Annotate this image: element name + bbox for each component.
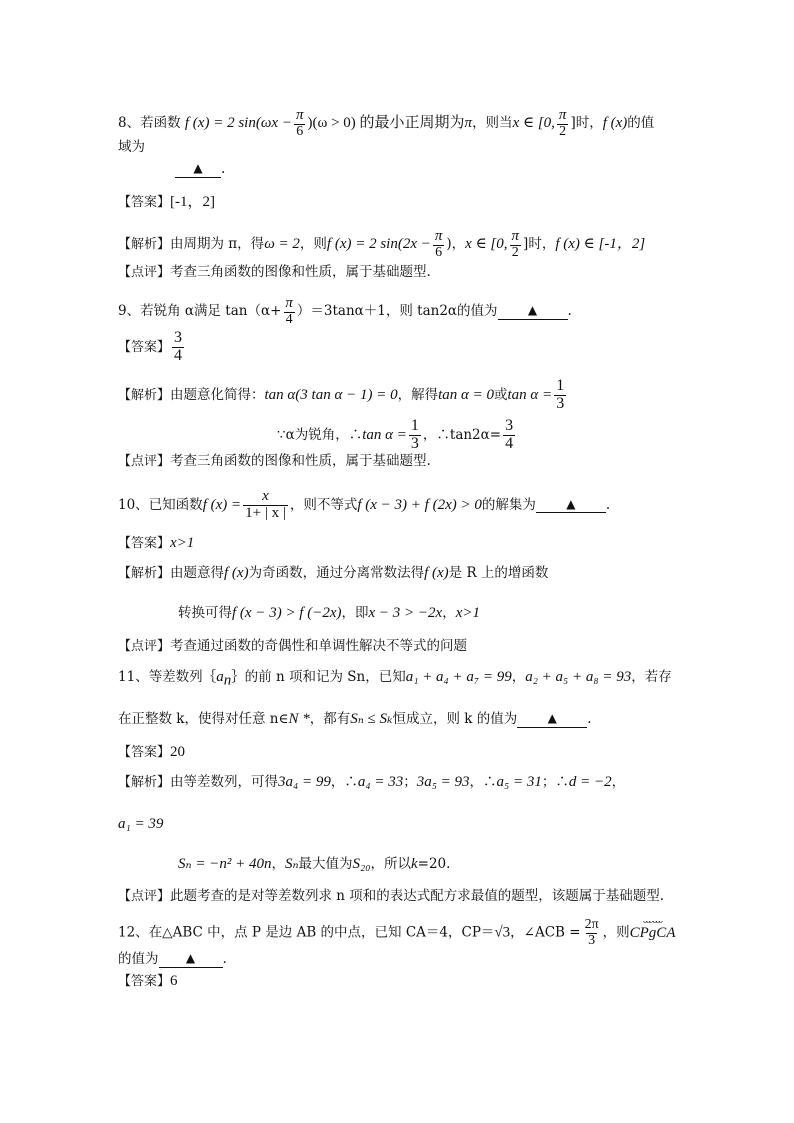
text: ]时，: [523, 236, 556, 253]
text: ，∴tan2α=: [422, 426, 502, 443]
question-number: 10、: [118, 496, 149, 513]
numerator: x: [262, 488, 269, 504]
blank-line: [517, 713, 587, 728]
question-10-line-1: [118, 489, 610, 522]
denominator: 3: [410, 434, 419, 452]
comment-10: [118, 640, 467, 654]
math-subscript: n: [223, 672, 232, 689]
text: 是 R 上的增函数: [448, 565, 549, 581]
question-number: 12、: [118, 924, 149, 941]
comment-tag: 【点评】: [118, 265, 171, 280]
text: ，则不等式: [289, 496, 358, 513]
math-expression: a₄ = 33: [357, 774, 404, 790]
denominator: 6: [435, 244, 443, 260]
text: ，∴: [330, 774, 358, 790]
fraction: [409, 418, 421, 453]
text: ，: [271, 856, 285, 872]
text: )，: [446, 236, 466, 253]
math-expression: Sₙ ≤ Sₖ: [350, 711, 393, 727]
text: 恒成立，则 k 的值为: [392, 711, 518, 727]
text: ，∴: [469, 774, 497, 790]
vector-arrow-icon: ᴗᴗᴗ ᴗᴗᴗ: [643, 915, 662, 925]
question-number: 9、: [118, 303, 141, 320]
numerator: π: [285, 295, 293, 311]
text: 的解集为: [481, 496, 536, 513]
answer-8: [118, 195, 215, 210]
fraction: [243, 489, 288, 522]
answer-11: [118, 745, 185, 760]
vector-text: CPgCA: [629, 924, 676, 941]
answer-9: [118, 330, 186, 365]
comment-tag: 【点评】: [118, 889, 171, 904]
text: 域为: [118, 139, 145, 155]
answer-fraction: [172, 330, 184, 365]
text: 在正整数 k，使得对任意 n∈: [118, 711, 289, 727]
denominator: 4: [285, 311, 293, 327]
text: 由题意得: [170, 565, 225, 581]
math-expression: Sₙ: [284, 856, 299, 872]
math-expression: tan α(3 tan α − 1) = 0: [264, 386, 398, 403]
answer-blank-8: [175, 163, 225, 178]
math-expression: f (x): [224, 565, 249, 581]
answer-value: x>1: [170, 535, 195, 551]
comment-tag: 【点评】: [118, 454, 171, 469]
math-expression: f (x) =: [202, 496, 242, 513]
text: ；∴: [541, 774, 569, 790]
fraction: [294, 108, 306, 139]
fraction: [503, 418, 515, 453]
answer-tag: 【答案】: [118, 974, 171, 989]
analysis-10-line-2: [178, 606, 480, 621]
numerator: 1: [410, 417, 419, 434]
analysis-11: [118, 775, 625, 790]
triangle-icon: ▲: [527, 303, 538, 318]
text: .: [567, 303, 572, 320]
answer-10: [118, 536, 194, 551]
math-expression: a₁ = 39: [118, 816, 164, 832]
denominator: 2: [511, 244, 519, 260]
math-expression: f (x) = 2 sin(ωx −: [184, 115, 292, 132]
text: 的值为: [118, 951, 159, 967]
question-11-line-2: [118, 712, 592, 728]
text: ，: [442, 605, 456, 621]
math-expression: a₁ + a₄ + a₇ = 99: [405, 669, 512, 685]
denominator: 4: [505, 434, 514, 452]
math-expression: x>1: [455, 605, 480, 621]
denominator: 4: [174, 346, 183, 364]
question-12-line-2: [118, 953, 227, 968]
math-expression: f (x) = 2 sin(2x −: [326, 236, 431, 253]
question-number: 8、: [118, 115, 141, 132]
question-8-line-1: [118, 108, 654, 139]
text: ，所以: [370, 856, 411, 872]
answer-value: 6: [170, 973, 178, 989]
text: ，: [511, 669, 526, 685]
math-expression: f (x) ∈ [-1，2]: [555, 236, 646, 253]
analysis-tag: 【解析】: [118, 237, 171, 253]
text: 已知函数: [148, 496, 203, 513]
fraction: [433, 229, 445, 260]
text: ，: [611, 774, 626, 790]
question-8-line-2: [118, 141, 145, 155]
text: .: [221, 161, 226, 177]
blank-line: [498, 305, 568, 320]
analysis-8: [118, 229, 645, 260]
text: ｝的前 n 项和记为 Sn，已知: [231, 669, 406, 685]
answer-tag: 【答案】: [118, 339, 171, 355]
text: ）＝3tanα＋1，则 tan2α的值为: [296, 303, 498, 320]
text: ∵α为锐角，∴: [277, 426, 363, 443]
comment-tag: 【点评】: [118, 639, 171, 654]
math-expression: d = −2: [568, 774, 612, 790]
math-expression: ω = 2: [264, 236, 300, 253]
fraction: [283, 296, 295, 327]
analysis-9: [118, 378, 568, 413]
math-expression: tan α =: [362, 426, 407, 443]
analysis-tag: 【解析】: [118, 566, 171, 581]
text: ，若存: [631, 669, 672, 685]
text: 在△ABC 中，点 P 是边 AB 的中点，已知 CA＝4，CP＝: [148, 924, 495, 941]
answer-tag: 【答案】: [118, 536, 171, 551]
text: .: [222, 951, 227, 967]
answer-12: [118, 974, 178, 989]
comment-text: 考查三角函数的图像和性质，属于基础题型.: [170, 453, 431, 469]
answer-tag: 【答案】: [118, 745, 171, 760]
numerator: π: [558, 107, 567, 123]
text: 由周期为 π，得: [170, 236, 265, 253]
analysis-11-line-2: [118, 817, 163, 832]
comment-9: [118, 455, 431, 469]
math-expression: tan α =: [507, 386, 553, 403]
comment-8: [118, 266, 431, 280]
text: ，都有: [309, 711, 351, 727]
denominator: 3: [556, 394, 565, 412]
denominator: 3: [588, 932, 596, 948]
analysis-tag: 【解析】: [118, 387, 171, 403]
question-11-line-1: [118, 670, 672, 689]
math-variable: k: [410, 856, 418, 872]
fraction: [510, 229, 522, 260]
math-expression: x ∈ [0,: [465, 236, 508, 253]
text: 等差数列｛: [148, 669, 217, 685]
math-expression: a₂ + a₅ + a₈ = 93: [525, 669, 632, 685]
fraction: [557, 108, 569, 139]
numerator: 3: [174, 329, 183, 346]
text: )(ω > 0) 的最小正周期为: [307, 115, 465, 132]
fraction: [554, 378, 566, 413]
text: ，则: [602, 924, 630, 941]
triangle-icon: ▲: [185, 951, 196, 965]
text: =20.: [417, 856, 451, 872]
text: 转换可得: [178, 605, 232, 621]
math-expression: f (x): [602, 115, 628, 132]
comment-text: 考查通过函数的奇偶性和单调性解决不等式的问题: [170, 638, 468, 654]
math-expression: N *: [288, 711, 310, 727]
blank-line: [536, 496, 606, 514]
text: ；: [403, 774, 417, 790]
text: 若函数: [140, 115, 181, 132]
math-sqrt: √3: [494, 924, 511, 941]
math-expression: tan α = 0: [438, 386, 495, 403]
text: 的值: [627, 115, 655, 132]
comment-text: 此题考查的是对等差数列求 n 项和的表达式配方求最值的题型，该题属于基础题型.: [170, 888, 665, 904]
answer-value: [-1，2]: [170, 194, 216, 210]
blank-line: [159, 953, 223, 968]
math-expression: x ∈ [0,: [512, 115, 555, 132]
numerator: π: [511, 228, 520, 244]
question-number: 11、: [118, 669, 149, 685]
analysis-9-line-2: [277, 418, 517, 453]
text: ，解得: [397, 386, 439, 403]
text: ，则当: [472, 115, 513, 132]
text: 为奇函数，通过分离常数法得: [248, 565, 425, 581]
math-expression: a₅ = 31: [496, 774, 542, 790]
answer-value: 20: [170, 744, 186, 760]
blank-line: [175, 163, 221, 178]
text: 或: [494, 386, 508, 403]
math-expression: Sₙ = −n² + 40n: [178, 856, 272, 872]
fraction: [583, 918, 601, 948]
denominator: 6: [296, 123, 304, 139]
math-expression: x − 3 > −2x: [368, 605, 443, 621]
text: .: [605, 496, 611, 513]
numerator: π: [295, 107, 304, 123]
math-pi: π: [464, 115, 473, 132]
math-expression: f (x − 3) > f (−2x): [232, 605, 342, 621]
numerator: π: [434, 228, 443, 244]
math-expression: 3a₅ = 93: [416, 774, 470, 790]
triangle-icon: ▲: [547, 711, 557, 725]
question-12-line-1: [118, 915, 676, 948]
answer-tag: 【答案】: [118, 195, 171, 210]
triangle-icon: ▲: [193, 161, 203, 175]
numerator: 3: [505, 417, 514, 434]
comment-text: 考查三角函数的图像和性质，属于基础题型.: [170, 264, 431, 280]
text: ，则: [299, 236, 327, 253]
numerator: 2π: [584, 917, 599, 932]
denominator: 1+ | x |: [245, 504, 286, 521]
analysis-11-line-3: [178, 857, 450, 872]
vector-expression: [629, 915, 676, 941]
numerator: 1: [556, 377, 565, 394]
text: 由等差数列，可得: [170, 774, 279, 790]
question-9-line-1: [118, 296, 572, 327]
math-expression: 3a₄ = 99: [278, 774, 331, 790]
math-expression: f (x): [424, 565, 449, 581]
text: ，∠ACB =: [510, 924, 581, 941]
math-expression: S₂₀: [352, 856, 371, 872]
triangle-icon: ▲: [566, 496, 576, 511]
analysis-tag: 【解析】: [118, 775, 171, 790]
text: .: [587, 711, 592, 727]
text: ，即: [341, 605, 369, 621]
analysis-10: [118, 566, 548, 581]
denominator: 2: [559, 123, 567, 139]
text: 最大值为: [298, 856, 353, 872]
math-variable: a: [216, 669, 224, 685]
comment-11: [118, 890, 664, 904]
text: 由题意化简得：: [170, 386, 265, 403]
math-expression: f (x − 3) + f (2x) > 0: [357, 496, 482, 513]
text: ]时，: [570, 115, 603, 132]
text: 若锐角 α满足 tan（α+: [140, 303, 282, 320]
